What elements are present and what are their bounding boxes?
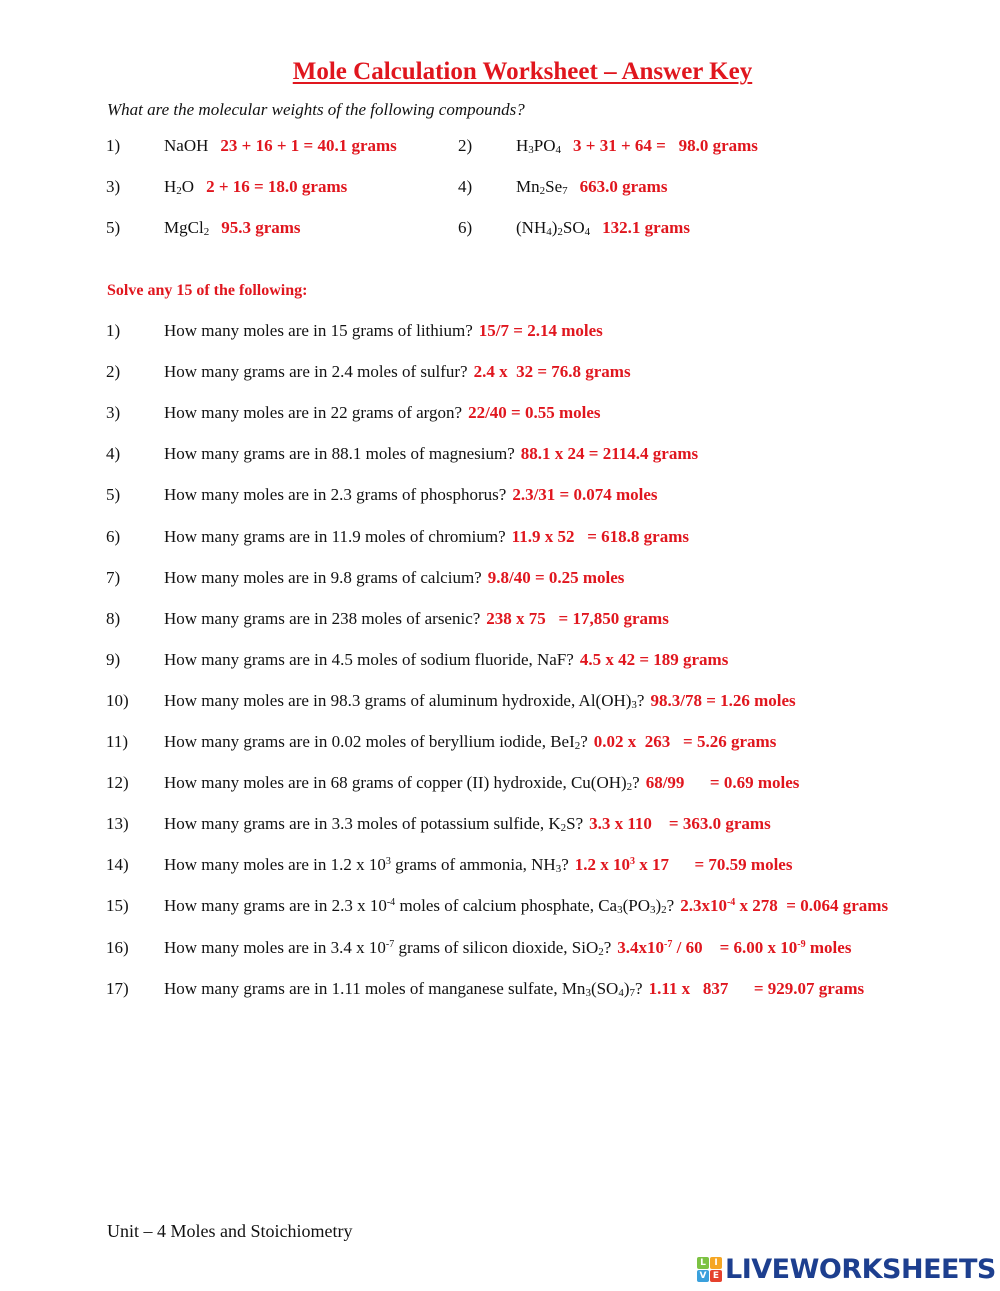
question-text: How many grams are in 11.9 moles of chromium? 11.9 x 52 = 618.8 grams	[164, 526, 689, 546]
answer: 95.3 grams	[221, 218, 301, 237]
answer: 68/99 = 0.69 moles	[645, 773, 800, 793]
question-text: How many moles are in 22 grams of argon? 22/40 = 0.55 moles	[164, 403, 601, 423]
subtitle: What are the molecular weights of the following compounds?	[107, 100, 525, 119]
logo-icon-i: I	[710, 1257, 722, 1269]
answer: $2.3x10^{-4}$ x 278 = 0.064 grams	[680, 896, 889, 916]
item-number: 4)	[458, 177, 473, 196]
answer: 98.3/78 = 1.26 moles	[650, 690, 796, 710]
answer: 3 + 31 + 64 = 98.0 grams	[573, 136, 758, 155]
answer: 22/40 = 0.55 moles	[468, 403, 601, 423]
item-number: 2)	[458, 136, 473, 155]
question-number: 1)	[106, 321, 121, 340]
answer: 88.1 x 24 = 2114.4 grams	[520, 444, 699, 464]
logo-icon	[697, 1257, 722, 1282]
question-number: 2)	[106, 362, 121, 382]
question-text: How many grams are in 238 moles of arsenic? 238 x 75 = 17,850 grams	[164, 608, 669, 628]
footer-text: Unit – 4 Moles and Stoichiometry	[107, 1221, 353, 1241]
question-number: 6)	[106, 526, 121, 546]
page-title: Mole Calculation Worksheet – Answer Key	[292, 58, 753, 85]
answer: 238 x 75 = 17,850 grams	[486, 608, 669, 628]
question-text: How many moles are in 3.4 x $10^{-7}$ grams of silicon dioxide, SiO$_2$? $3.4x10^{-7} / 60$ = 6.00 x $10^{-9}$ moles	[164, 937, 852, 958]
formula: MgCl$_2$	[164, 218, 210, 238]
formula: $(NH_4)_2SO_4$	[516, 218, 591, 238]
formula: NaOH	[164, 136, 209, 155]
mw-item	[164, 218, 301, 238]
mw-item	[516, 136, 758, 156]
logo-icon-v: V	[697, 1270, 709, 1282]
question-number: 13)	[106, 814, 129, 834]
answer: 9.8/40 = 0.25 moles	[487, 567, 625, 587]
answer: 0.02 x 263 = 5.26 grams	[593, 732, 777, 751]
mw-item	[516, 218, 690, 238]
question-number: 3)	[106, 403, 121, 423]
mw-item	[164, 177, 347, 197]
question-text: How many moles are in 9.8 grams of calcium? 9.8/40 = 0.25 moles	[164, 567, 625, 587]
question-number: 12)	[106, 773, 129, 793]
answer: 3.3 x 110 = 363.0 grams	[589, 814, 771, 834]
question-number: 10)	[106, 690, 129, 710]
question-text: How many grams are in 0.02 moles of beryllium iodide, BeI$_2$? 0.02 x 263 = 5.26 grams	[164, 732, 777, 752]
answer: 2 + 16 = 18.0 grams	[206, 177, 348, 196]
answer: 2.4 x 32 = 76.8 grams	[473, 362, 631, 382]
question-text: How many moles are in 68 grams of copper (II) hydroxide, $Cu(OH)_2$? 68/99 = 0.69 moles	[164, 773, 800, 794]
question-number: 8)	[106, 608, 121, 628]
answer: 2.3/31 = 0.074 moles	[512, 485, 658, 505]
question-text: How many grams are in 1.11 moles of manganese sulfate, $Mn_3(SO_4)_7$? 1.11 x 837 = 929.07 grams	[164, 978, 865, 999]
question-number: 9)	[106, 649, 121, 669]
mw-row	[0, 136, 1000, 158]
question-text: How many moles are in 15 grams of lithium? 15/7 = 2.14 moles	[164, 321, 603, 340]
item-number: 6)	[458, 218, 473, 237]
item-number: 3)	[106, 177, 121, 196]
answer: 663.0 grams	[579, 177, 668, 196]
question-text: How many grams are in 2.3 x $10^{-4}$ moles of calcium phosphate, $Ca_3(PO_3)_2$? $2.3x10^{-4}$ x 278 = 0.064 grams	[164, 896, 889, 917]
question-number: 17)	[106, 978, 129, 998]
formula: $Mn_2Se_7$	[516, 177, 568, 197]
question-text: How many moles are in 2.3 grams of phosphorus? 2.3/31 = 0.074 moles	[164, 485, 658, 505]
formula: $H_3PO_4$	[516, 136, 562, 156]
question-number: 5)	[106, 485, 121, 505]
mw-row	[0, 218, 1000, 240]
logo-icon-e: E	[710, 1270, 722, 1282]
item-number: 5)	[106, 218, 121, 237]
logo-text: LIVEWORKSHEETS	[725, 1254, 996, 1285]
liveworksheets-logo[interactable]	[697, 1254, 996, 1285]
answer: 4.5 x 42 = 189 grams	[579, 649, 729, 669]
question-number: 7)	[106, 567, 121, 587]
question-text: How many grams are in 3.3 moles of potassium sulfide, $K_2S$? 3.3 x 110 = 363.0 grams	[164, 814, 771, 835]
section-heading: Solve any 15 of the following:	[107, 282, 308, 299]
question-number: 11)	[106, 732, 129, 751]
answer: 1.2 x $10^3$ x 17 = 70.59 moles	[574, 855, 793, 875]
answer: 15/7 = 2.14 moles	[478, 321, 603, 340]
answer: 132.1 grams	[602, 218, 690, 237]
answer: 23 + 16 + 1 = 40.1 grams	[220, 136, 397, 155]
question-number: 15)	[106, 896, 129, 916]
answer: 1.11 x 837 = 929.07 grams	[648, 978, 865, 998]
question-number: 16)	[106, 937, 129, 957]
answer: $3.4x10^{-7} / 60$ = 6.00 x $10^{-9}$ moles	[617, 937, 852, 957]
question-text: How many grams are in 4.5 moles of sodium fluoride, NaF? 4.5 x 42 = 189 grams	[164, 649, 729, 669]
mw-row	[0, 177, 1000, 199]
formula: $H_2O$	[164, 177, 195, 197]
question-text: How many moles are in 98.3 grams of aluminum hydroxide, $Al(OH)_3$? 98.3/78 = 1.26 moles	[164, 690, 796, 711]
question-number: 4)	[106, 444, 121, 464]
question-text: How many moles are in 1.2 x $10^3$ grams of ammonia, $NH_3$? 1.2 x $10^3$ x 17 = 70.59 moles	[164, 855, 793, 876]
mw-item	[164, 136, 397, 156]
answer: 11.9 x 52 = 618.8 grams	[511, 526, 689, 546]
item-number: 1)	[106, 136, 121, 155]
mw-item	[516, 177, 667, 197]
question-text: How many grams are in 2.4 moles of sulfur? 2.4 x 32 = 76.8 grams	[164, 362, 631, 382]
logo-icon-l: L	[697, 1257, 709, 1269]
question-number: 14)	[106, 855, 129, 875]
question-text: How many grams are in 88.1 moles of magnesium? 88.1 x 24 = 2114.4 grams	[164, 444, 699, 464]
